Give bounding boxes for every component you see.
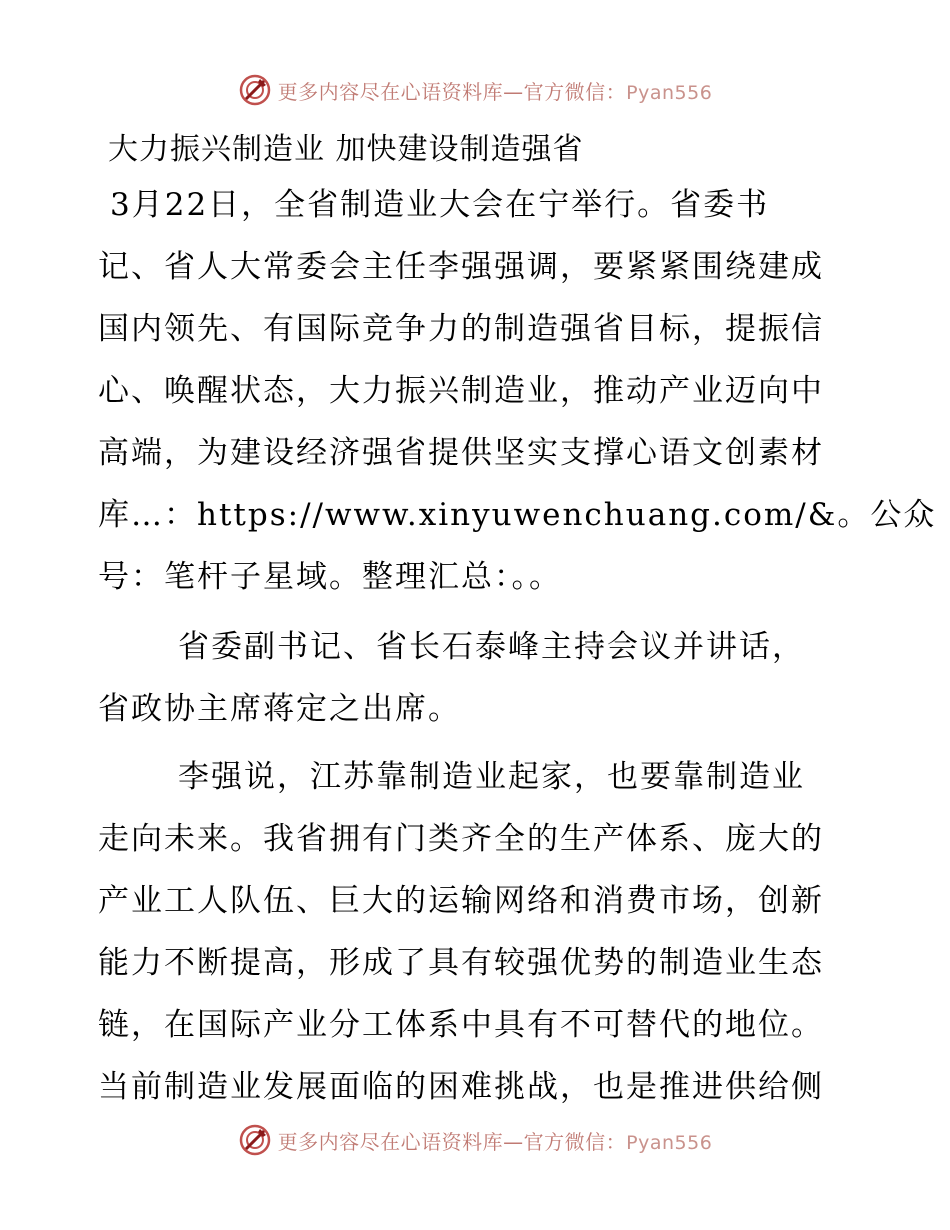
banner-wechat-id: Pyan556 bbox=[626, 81, 713, 104]
paragraph-line: 链，在国际产业分工体系中具有不可替代的地位。 bbox=[98, 1007, 824, 1043]
paragraph-line-url: 库…：https://www.xinyuwenchuang.com/&。公众 bbox=[98, 497, 937, 533]
paragraph-1 bbox=[98, 174, 937, 608]
article-title: 大力振兴制造业 加快建设制造强省 bbox=[108, 132, 584, 167]
paragraph-line: 高端，为建设经济强省提供坚实支撑心语文创素材 bbox=[98, 435, 824, 471]
logo-icon bbox=[238, 73, 272, 107]
banner-wechat-id: Pyan556 bbox=[626, 1131, 713, 1154]
banner-text: 更多内容尽在心语资料库—官方微信： bbox=[277, 1129, 627, 1154]
paragraph-line: 省政协主席蒋定之出席。 bbox=[98, 691, 461, 727]
paragraph-line: 3月22日，全省制造业大会在宁举行。省委书 bbox=[110, 187, 770, 223]
paragraph-line: 走向未来。我省拥有门类齐全的生产体系、庞大的 bbox=[98, 821, 824, 857]
paragraph-line: 李强说，江苏靠制造业起家，也要靠制造业 bbox=[178, 759, 805, 795]
paragraph-line: 省委副书记、省长石泰峰主持会议并讲话， bbox=[178, 629, 805, 665]
banner-text: 更多内容尽在心语资料库—官方微信： bbox=[277, 79, 627, 104]
paragraph-line: 心、唤醒状态，大力振兴制造业，推动产业迈向中 bbox=[98, 373, 824, 409]
paragraph-line: 能力不断提高，形成了具有较强优势的制造业生态 bbox=[98, 945, 824, 981]
header-watermark-banner bbox=[0, 70, 950, 110]
paragraph-3 bbox=[98, 746, 858, 1118]
paragraph-2 bbox=[98, 616, 858, 740]
paragraph-line: 当前制造业发展面临的困难挑战，也是推进供给侧 bbox=[98, 1069, 824, 1105]
paragraph-line: 产业工人队伍、巨大的运输网络和消费市场，创新 bbox=[98, 883, 824, 919]
paragraph-line: 国内领先、有国际竞争力的制造强省目标，提振信 bbox=[98, 311, 824, 347]
footer-watermark-banner bbox=[0, 1120, 950, 1160]
logo-icon bbox=[238, 1123, 272, 1157]
paragraph-line: 记、省人大常委会主任李强强调，要紧紧围绕建成 bbox=[98, 249, 824, 285]
paragraph-line: 号：笔杆子星域。整理汇总：。。 bbox=[98, 559, 562, 595]
